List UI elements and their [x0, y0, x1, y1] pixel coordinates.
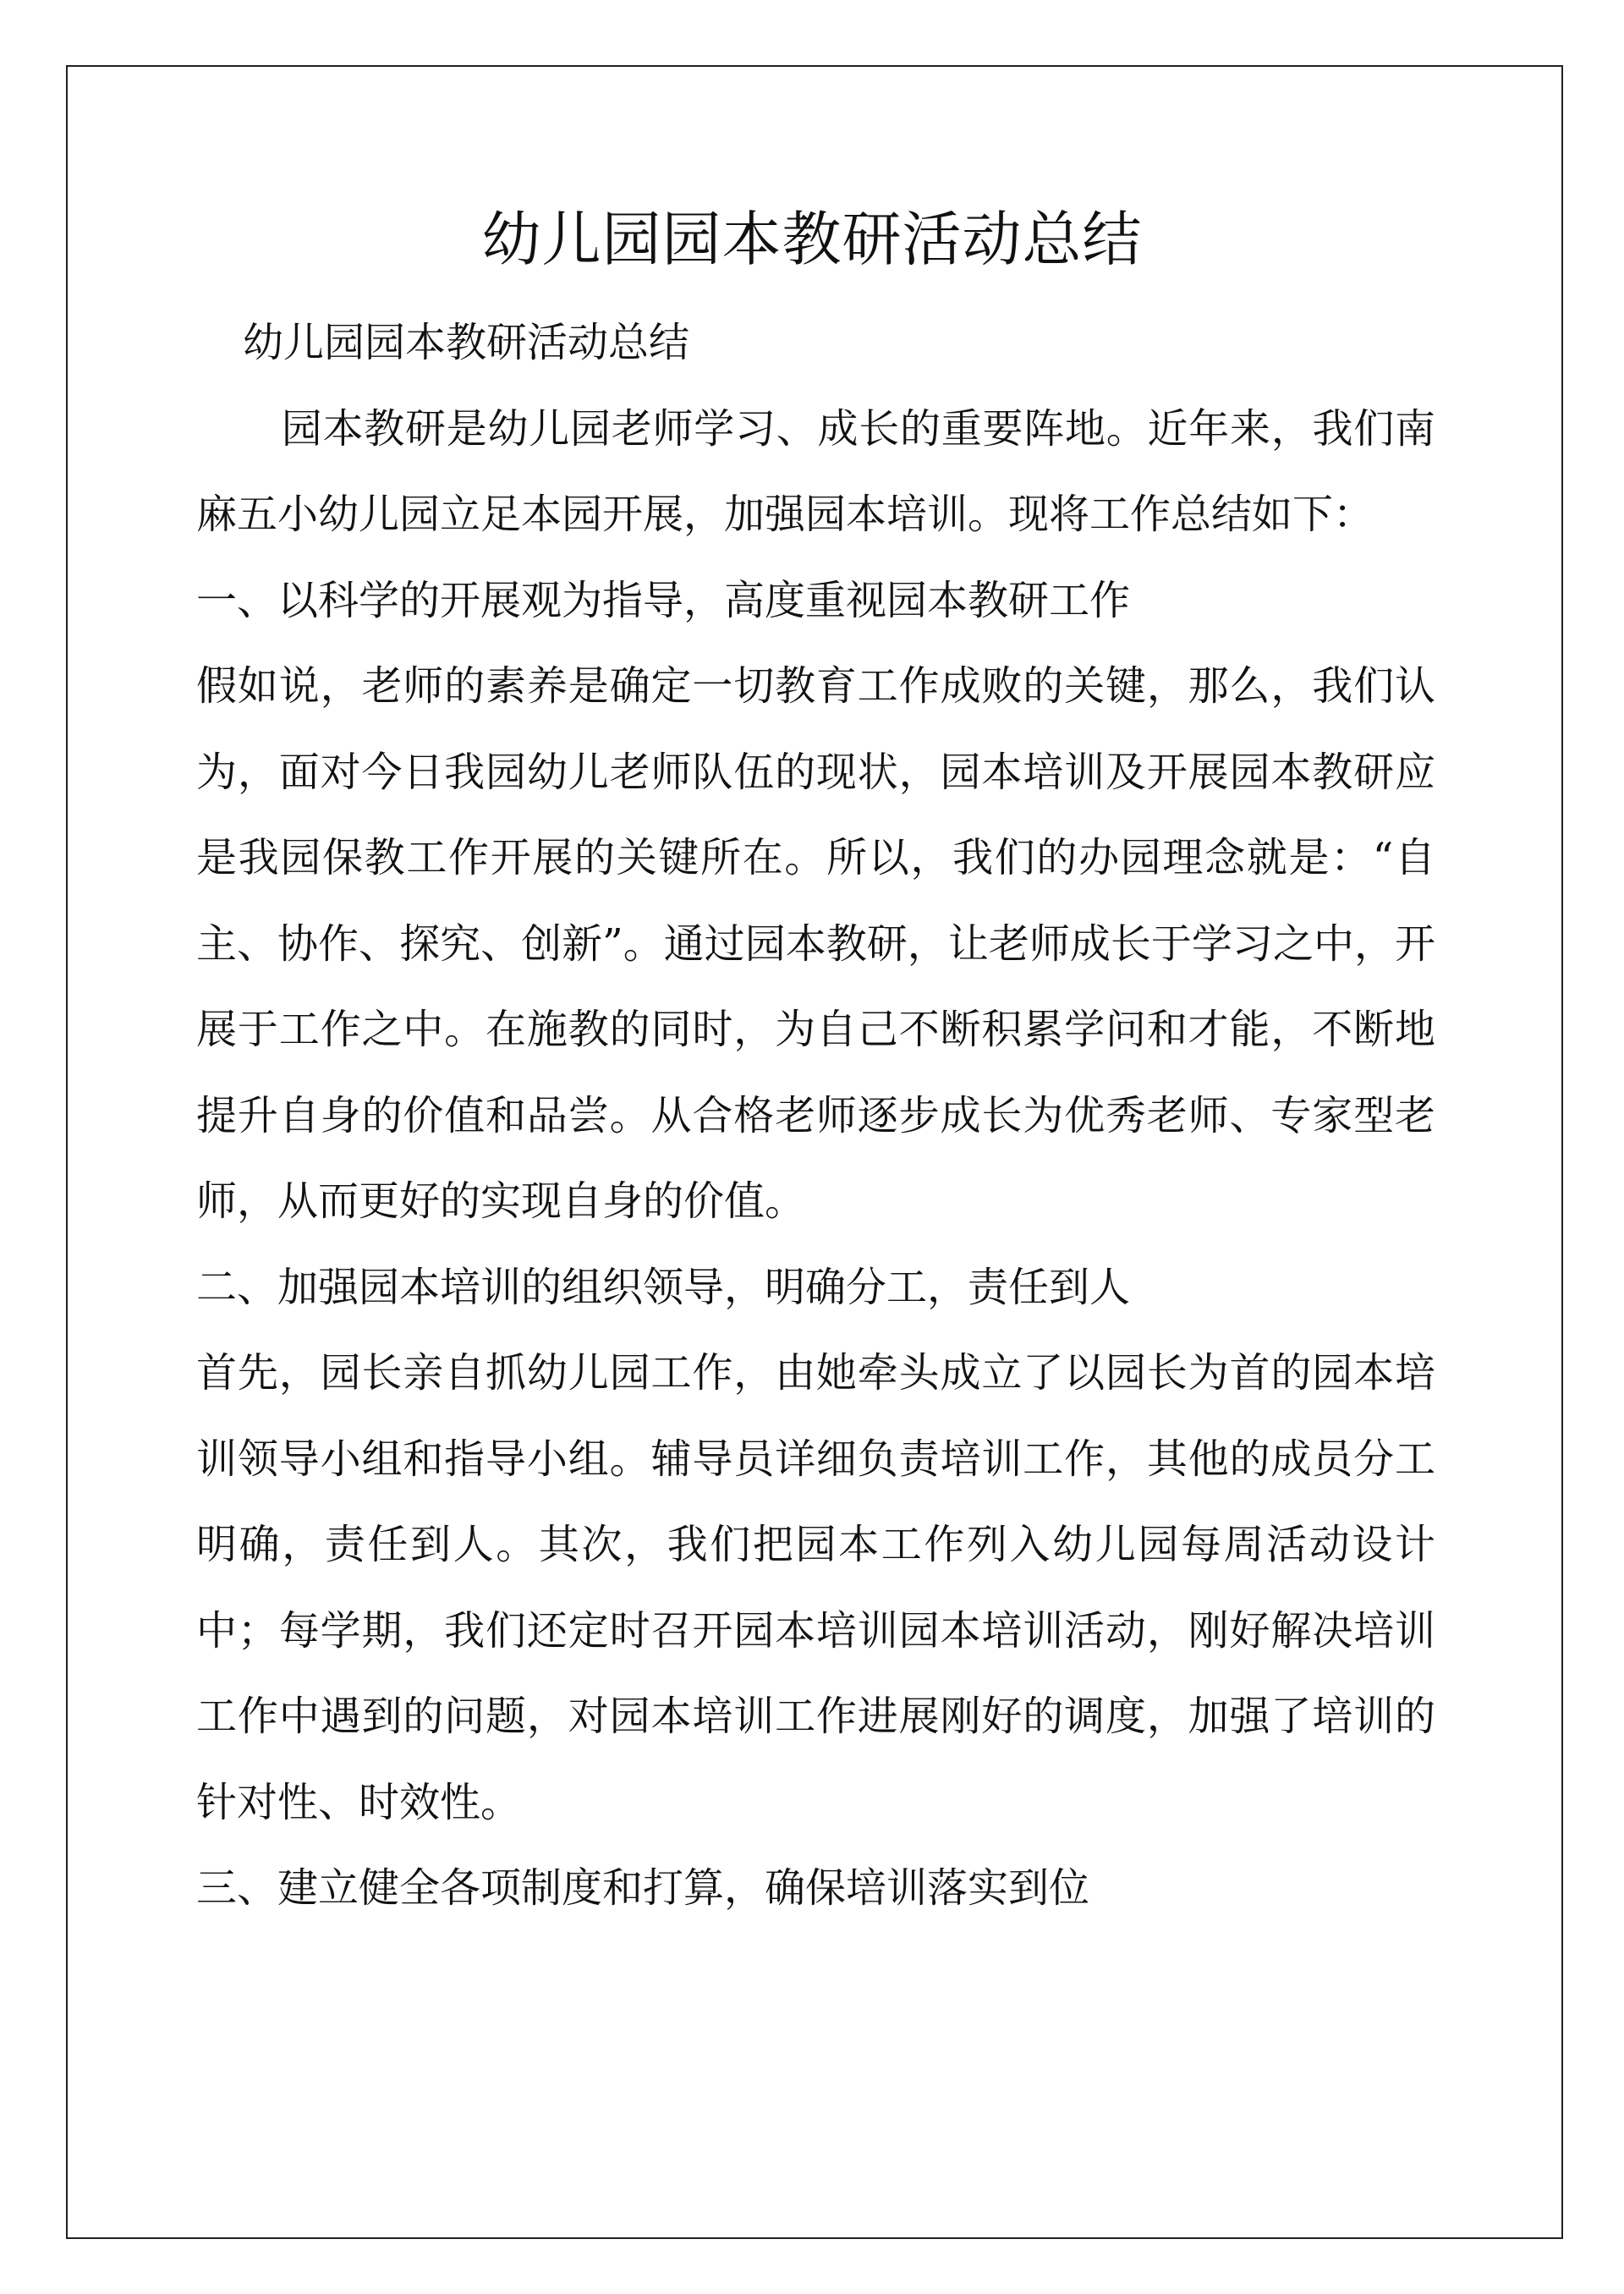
document-title: 幼儿园园本教研活动总结	[481, 205, 1143, 274]
section-3-heading: 三、建立健全各项制度和打算，确保培训落实到位	[196, 1864, 1090, 1912]
document-body	[196, 300, 1435, 1932]
document-subtitle: 幼儿园园本教研活动总结	[243, 319, 690, 366]
intro-paragraph: 园本教研是幼儿园老师学习、成长的重要阵地。近年来，我们南麻五小幼儿园立足本园开展，加强园本培训。现将工作总结如下：	[196, 404, 1435, 538]
section-2-paragraph: 首先，园长亲自抓幼儿园工作，由她牵头成立了以园长为首的园本培训领导小组和指导小组。辅导员详细负责培训工作，其他的成员分工明确，责任到人。其次，我们把园本工作列入幼儿园每周活动设计中；每学期，我们还定时召开园本培训园本培训活动，刚好解决培训工作中遇到的问题，对园本培训工作进展刚好的调度，加强了培训的针对性、时效性。	[196, 1349, 1435, 1826]
section-2-heading: 二、加强园本培训的组织领导，明确分工，责任到人	[196, 1263, 1131, 1311]
section-1-heading: 一、以科学的开展观为指导，高度重视园本教研工作	[196, 576, 1131, 624]
section-1-paragraph: 假如说，老师的素养是确定一切教育工作成败的关键，那么，我们认为，面对今日我园幼儿老师队伍的现状，园本培训及开展园本教研应是我园保教工作开展的关键所在。所以，我们的办园理念就是：“自主、协作、探究、创新”。通过园本教研，让老师成长于学习之中，开展于工作之中。在施教的同时，为自己不断积累学问和才能，不断地提升自身的价值和品尝。从合格老师逐步成长为优秀老师、专家型老师，从而更好的实现自身的价值。	[196, 662, 1435, 1225]
